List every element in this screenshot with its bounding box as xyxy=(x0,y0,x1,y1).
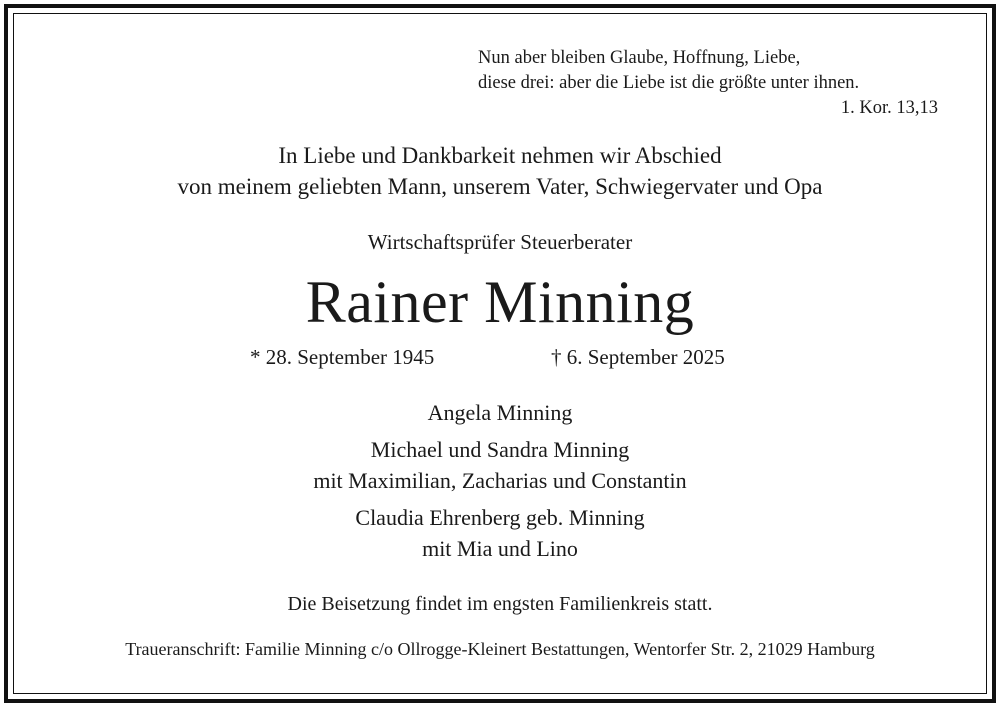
mourner-line: Claudia Ehrenberg geb. Minning xyxy=(355,505,645,530)
deceased-name: Rainer Minning xyxy=(305,269,695,335)
intro-line-1: In Liebe und Dankbarkeit nehmen wir Abschied xyxy=(278,143,722,168)
mourner-group-3 xyxy=(0,502,1000,564)
verse-line-2: diese drei: aber die Liebe ist die größte unter ihnen. xyxy=(478,73,860,93)
bible-verse xyxy=(478,46,938,121)
mourner-group-2 xyxy=(0,434,1000,496)
farewell-intro xyxy=(0,140,1000,202)
mourner-line: mit Maximilian, Zacharias und Constantin xyxy=(313,468,687,493)
verse-line-1: Nun aber bleiben Glaube, Hoffnung, Liebe, xyxy=(478,48,801,68)
mourner-line: Michael und Sandra Minning xyxy=(370,437,630,462)
verse-reference: 1. Kor. 13,13 xyxy=(840,98,938,118)
death-date: † 6. September 2025 xyxy=(551,345,725,369)
mourner-line: mit Mia und Lino xyxy=(422,536,578,561)
mourners-list xyxy=(0,397,1000,570)
mourner-line: Angela Minning xyxy=(427,400,573,425)
birth-date: * 28. September 1945 xyxy=(250,345,435,369)
mourning-address: Traueranschrift: Familie Minning c/o Ollrogge-Kleinert Bestattungen, Wentorfer Str. 2, 21029 Hamburg xyxy=(125,639,875,659)
profession-title: Wirtschaftsprüfer Steuerberater xyxy=(367,230,633,254)
burial-notice: Die Beisetzung findet im engsten Familienkreis statt. xyxy=(287,593,713,615)
mourner-group-1 xyxy=(0,397,1000,428)
intro-line-2: von meinem geliebten Mann, unserem Vater, Schwiegervater und Opa xyxy=(177,174,823,199)
